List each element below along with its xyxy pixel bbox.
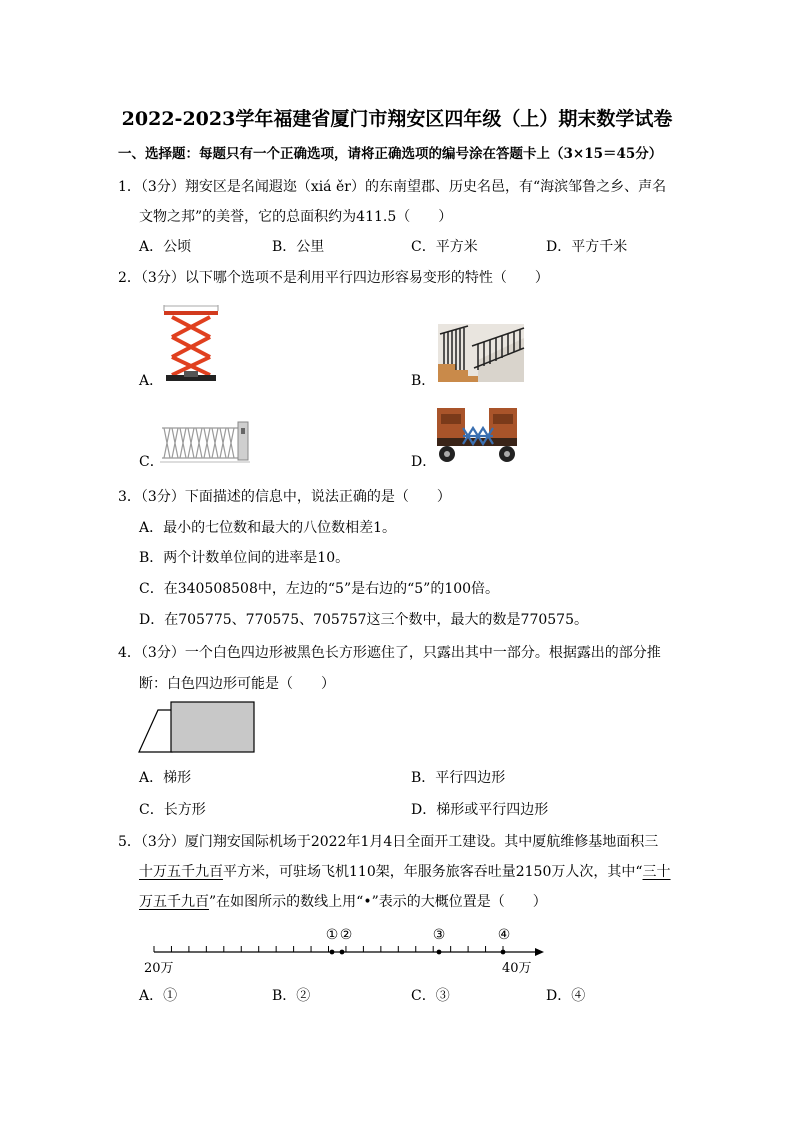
q4-option-c[interactable]: C．长方形 bbox=[139, 802, 206, 818]
q4-line2: 断：白色四边形可能是（ ） bbox=[139, 676, 335, 692]
point-1 bbox=[330, 950, 335, 955]
q2-option-c[interactable]: C． bbox=[139, 454, 164, 470]
scissor-lift-image bbox=[160, 305, 222, 383]
q4-line1: 4．（3分）一个白色四边形被黑色长方形遮住了，只露出其中一部分。根据露出的部分推 bbox=[118, 645, 661, 661]
retractable-gate-image bbox=[160, 420, 250, 464]
q1-line2: 文物之邦”的美誉，它的总面积约为411.5（ ） bbox=[139, 209, 453, 225]
q1-option-d[interactable]: D．平方千米 bbox=[546, 239, 628, 255]
hidden-quadrilateral-figure bbox=[138, 701, 256, 753]
q2-line1: 2．（3分）以下哪个选项不是利用平行四边形容易变形的特性（ ） bbox=[118, 270, 549, 286]
q3-option-d[interactable]: D．在705775、770575、705757这三个数中，最大的数是770575。 bbox=[139, 612, 588, 628]
stair-railing-image bbox=[438, 324, 524, 382]
q3-option-c[interactable]: C．在340508508中，左边的“5”是右边的“5”的100倍。 bbox=[139, 581, 500, 597]
q5-option-b[interactable]: B．② bbox=[272, 988, 311, 1004]
q3-option-b[interactable]: B．两个计数单位间的进率是10。 bbox=[139, 550, 350, 566]
mark-3: ③ bbox=[432, 927, 446, 943]
number-line bbox=[140, 924, 550, 976]
section-heading: 一、选择题：每题只有一个正确选项，请将正确选项的编号涂在答题卡上（3×15＝45分） bbox=[118, 146, 663, 162]
q4-option-a[interactable]: A．梯形 bbox=[139, 770, 192, 786]
q5-line2-text: 平方米，可驻场飞机110架，年服务旅客吞吐量2150万人次，其中“ bbox=[223, 864, 643, 880]
q3-line1: 3．（3分）下面描述的信息中，说法正确的是（ ） bbox=[118, 489, 451, 505]
point-3 bbox=[437, 950, 442, 955]
q3-option-a[interactable]: A．最小的七位数和最大的八位数相差1。 bbox=[139, 520, 397, 536]
q5-underlined-number-2: 三十 bbox=[642, 864, 671, 880]
q5-option-c[interactable]: C．③ bbox=[411, 988, 450, 1004]
q2-option-d[interactable]: D． bbox=[411, 454, 437, 470]
q5-option-d[interactable]: D．④ bbox=[546, 988, 586, 1004]
mark-1: ① bbox=[325, 927, 339, 943]
mark-4: ④ bbox=[497, 927, 511, 943]
truck-connector-image bbox=[437, 406, 517, 464]
point-4 bbox=[501, 950, 506, 955]
q5-line1: 5．（3分）厦门翔安国际机场于2022年1月4日全面开工建设。其中厦航维修基地面积三 bbox=[118, 834, 659, 850]
start-label: 20万 bbox=[144, 961, 174, 976]
q5-line3 bbox=[139, 892, 547, 912]
q1-option-a[interactable]: A．公顷 bbox=[139, 239, 192, 255]
q5-line3-text: ”在如图所示的数线上用“•”表示的大概位置是（ ） bbox=[209, 894, 547, 910]
q1-option-b[interactable]: B．公里 bbox=[272, 239, 325, 255]
q5-option-a[interactable]: A．① bbox=[139, 988, 178, 1004]
q1-line1: 1．（3分）翔安区是名闻遐迩（xiá ěr）的东南望郡、历史名邑，有“海滨邹鲁之乡、声名 bbox=[118, 179, 667, 195]
q2-option-a[interactable]: A． bbox=[139, 373, 164, 389]
point-2 bbox=[340, 950, 345, 955]
q5-underlined-number: 十万五千九百 bbox=[139, 864, 223, 880]
page-title: 2022-2023学年福建省厦门市翔安区四年级（上）期末数学试卷 bbox=[121, 108, 673, 130]
q1-option-c[interactable]: C．平方米 bbox=[411, 239, 478, 255]
q4-option-b[interactable]: B．平行四边形 bbox=[411, 770, 506, 786]
q2-option-b[interactable]: B． bbox=[411, 373, 436, 389]
q4-option-d[interactable]: D．梯形或平行四边形 bbox=[411, 802, 549, 818]
end-label: 40万 bbox=[502, 961, 532, 976]
mark-2: ② bbox=[339, 927, 353, 943]
q5-underlined-number-3: 万五千九百 bbox=[139, 894, 209, 910]
q5-line2 bbox=[139, 862, 671, 882]
